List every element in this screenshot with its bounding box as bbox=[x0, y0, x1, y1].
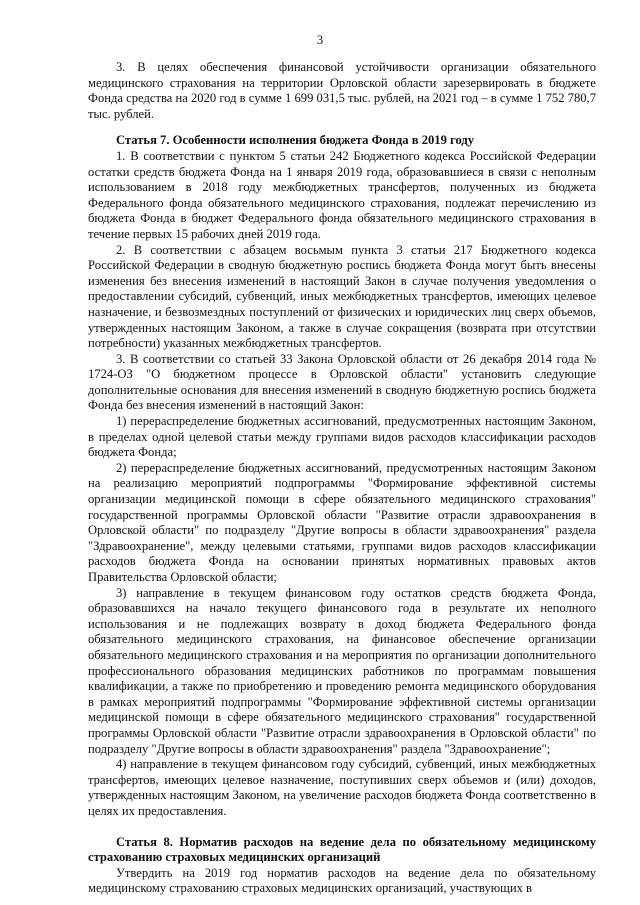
paragraph: 1. В соответствии с пунктом 5 статьи 242 Бюджетного кодекса Российской Федерации остатки средств бюджета Фонда на 1 января 2019 года, образовавшиеся в связи с неполным использованием в 2018 году межбюджетных трансфертов, полученных из бюджета Федерального фонда обязательного медицинского страхования, подлежат перечислению из бюджета Фонда в бюджет Федерального фонда обязательного медицинского страхования в течение первых 15 рабочих дней 2019 года. bbox=[88, 148, 596, 241]
paragraph: 3. В соответствии со статьей 33 Закона Орловской области от 26 декабря 2014 года № 1724-ОЗ "О бюджетном процессе в Орловской области" установить следующие дополнительные основания для внесения изменений в сводную бюджетную роспись бюджета Фонда без внесения изменений в настоящий Закон: bbox=[88, 351, 596, 413]
article-8-heading: Статья 8. Норматив расходов на ведение дела по обязательному медицинскому страхованию страховых медицинских организаций bbox=[88, 834, 596, 865]
list-item: 1) перераспределение бюджетных ассигнований, предусмотренных настоящим Законом, в пределах одной целевой статьи между группами видов расходов классификации расходов бюджета Фонда; bbox=[88, 414, 596, 460]
list-item: 3) направление в текущем финансовом году остатков средств бюджета Фонда, образовавшихся на начало текущего финансового года в результате их неполного использования и не подлежащих возврату в доход бюджета Федерального фонда обязательного медицинского страхования, на финансовое обеспечение организации обязательного медицинского страхования и на мероприятия по организации дополнительного профессионального образования медицинских работников по программам повышения квалификации, а также по приобретению и проведению ремонта медицинского оборудования в рамках мероприятий подпрограммы "Формирование эффективной системы организации медицинской помощи в сфере обязательного медицинского страхования" государственной программы Орловской области "Развитие отрасли здравоохранения в Орловской области" по подразделу "Другие вопросы в области здравоохранения" раздела "Здравоохранение"; bbox=[88, 585, 596, 756]
paragraph: Утвердить на 2019 год норматив расходов на ведение дела по обязательному медицинскому страхованию страховых медицинских организаций, участвующих в bbox=[88, 865, 596, 896]
document-body bbox=[88, 60, 596, 897]
page-number: 3 bbox=[316, 33, 324, 47]
list-item: 4) направление в текущем финансовом году субсидий, субвенций, иных межбюджетных трансфертов, имеющих целевое назначение, поступивших сверх объемов и (или) доходов, утвержденных настоящим Законом, на увеличение расходов бюджета Фонда соответственно в целях их предоставления. bbox=[88, 757, 596, 818]
article-7-heading: Статья 7. Особенности исполнения бюджета Фонда в 2019 году bbox=[116, 133, 475, 148]
paragraph: 3. В целях обеспечения финансовой устойчивости организации обязательного медицинского страхования на территории Орловской области зарезервировать в бюджете Фонда средства на 2020 год в сумме 1 699 031,5 тыс. рублей, на 2021 год – в сумме 1 752 780,7 тыс. рублей. bbox=[88, 60, 596, 121]
list-item: 2) перераспределение бюджетных ассигнований, предусмотренных настоящим Законом на реализацию мероприятий подпрограммы "Формирование эффективной системы организации медицинской помощи в сфере обязательного медицинского страхования" государственной программы Орловской области "Развитие отрасли здравоохранения в Орловской области" по подразделу "Другие вопросы в области здравоохранения" раздела "Здравоохранение", между целевыми статьями, группами видов расходов классификации расходов бюджета Фонда на основании принятых нормативных правовых актов Правительства Орловской области; bbox=[88, 460, 596, 584]
paragraph: 2. В соответствии с абзацем восьмым пункта 3 статьи 217 Бюджетного кодекса Российской Федерации в сводную бюджетную роспись бюджета Фонда могут быть внесены изменения без внесения изменений в настоящий Закон в случае получения уведомления о предоставлении субсидий, субвенций, иных межбюджетных трансфертов, имеющих целевое назначение, и безвозмездных поступлений от физических и юридических лиц сверх объемов, утвержденных настоящим Законом, а также в случае сокращения (возврата при отсутствии потребности) указанных межбюджетных трансфертов. bbox=[88, 242, 596, 351]
